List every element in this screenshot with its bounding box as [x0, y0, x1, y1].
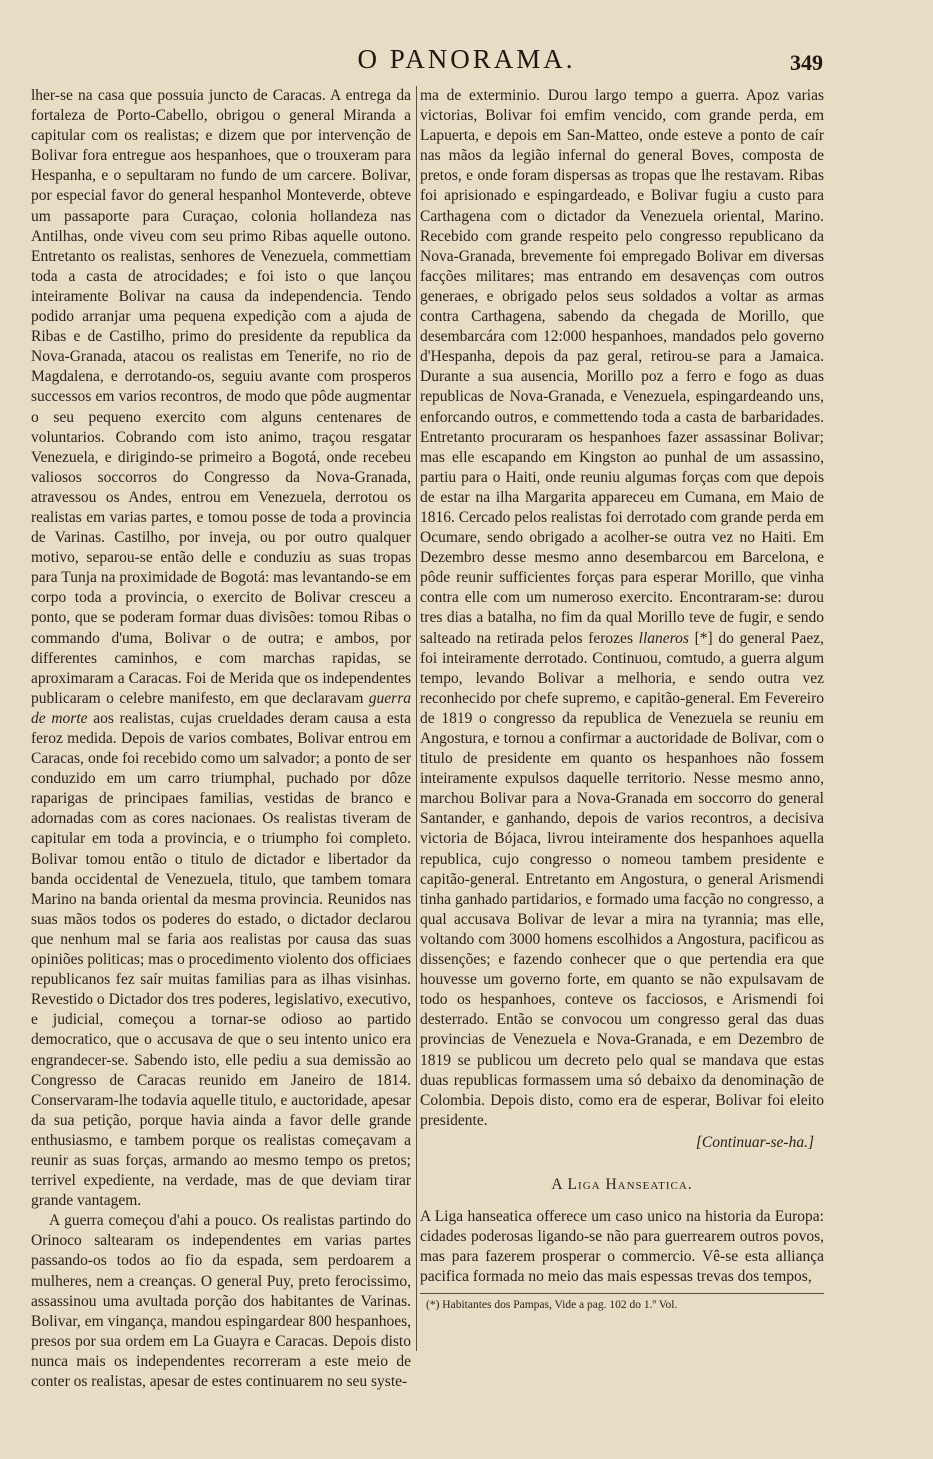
column-divider: [416, 86, 417, 1351]
article-paragraph: [420, 86, 824, 1131]
continuation-note: [Continuar-se-ha.]: [695, 1133, 814, 1151]
left-column: [31, 86, 411, 1392]
footnote-rule: [420, 1293, 824, 1294]
paragraph-text: do general Paez, foi inteiramente derrotado. Continuou, comtudo, a guerra algum tempo, levando Bolivar a melhoria, e sendo outra vez reconhecido por chefe supremo, e capitão-general. Em Fevereiro de 1819 o congresso da republica de Venezuela se reuniu em Angostura, e tornou a confirmar a auctoridade de Bolivar, com o titulo de presidente em quanto os hespanhoes não fossem inteiramente expulsos daquelle territorio. Nesse mesmo anno, marchou Bolivar para a Nova-Granada em soccorro do general Santander, e ganhando, depois de varios recontros, a decisiva victoria de Bójaca, livrou inteiramente dos hespanhoes aquella republica, cujo congresso o nomeou tambem presidente e capitão-general. Entretanto em Angostura, o general Arismendi tinha ganhado partidarios, e formado uma facção no congresso, a qual accusava Bolivar de levar a mira na tyrannia; mas elle, voltando com 3000 homens escolhidos a Angostura, pacificou as dissenções; e fazendo conhecer que o que pertendia era que houvesse um governo forte, em quanto se não expulsavam de todo os hespanhoes, conteve os facciosos, e Arismendi foi desterrado. Então se convocou um congresso geral das duas provincias de Venezuela e Nova-Granada, e em Dezembro de 1819 se publicou um decreto pelo qual se mandava que estas duas republicas formassem uma só debaixo da denominação de Colombia. Depois disto, como era de esperar, Bolivar foi eleito presidente.: [420, 629, 825, 1129]
publication-title: O PANORAMA.: [357, 44, 576, 74]
footnote-marker: [*]: [688, 629, 719, 647]
italic-phrase: guerra de morte: [31, 689, 411, 727]
article-paragraph: A guerra começou d'ahi a pouco. Os realistas partindo do Orinoco saltearam os independentes em varias partes passando-os todos ao fio da espada, sem perdoarem a mulheres, nem a creanças. O general Puy, preto ferocissimo, assassinou uma avultada porção dos habitantes de Varinas. Bolivar, em vingança, mandou espingardear 800 hespanhoes, presos por sua ordem em La Guayra e Caracas. Depois disto nunca mais os independentes recorreram a este meio de conter os realistas, apesar de estes continuarem no seu syste-: [31, 1212, 411, 1390]
right-column: [420, 86, 824, 1312]
footnote: (*) Habitantes dos Pampas, Vide a pag. 102 do 1.º Vol.: [426, 1299, 678, 1312]
page-number: 349: [790, 50, 823, 75]
paragraph-text: aos realistas, cujas crueldades deram causa a esta feroz medida. Depois de varios combates, Bolivar entrou em Caracas, onde foi recebido como um salvador; a ponto de ser conduzido em um carro triumphal, puchado por dôze raparigas de principaes familias, vestidas de branco e adornadas com as cores nacionaes. Os realistas tiveram de capitular em toda a provincia, e o triumpho foi completo. Bolivar tomou então o titulo de dictador e libertador da banda occidental de Venezuela, titulo, que tambem tomara Marino na banda oriental da mesma provincia. Reunidos nas suas mãos todos os poderes do estado, o dictador declarou que nenhum mal se faria aos realistas por causa das suas opiniões politicas; mas o procedimento violento dos officiaes republicanos fez saír muitas familias para as ilhas visinhas. Revestido o Dictador dos tres poderes, legislativo, executivo, e judicial, começou a tornar-se odioso ao partido democratico, que o accusava de que o seu intento unico era engrandecer-se. Sabendo isto, elle pediu a sua demissão ao Congresso de Caracas reunido em Janeiro de 1814. Conservaram-lhe todavia aquelle titulo, e auctoridade, apesar da sua petição, porque havia ainda a favor delle grande enthusiasmo, e tambem porque os realistas começavam a reunir as suas forças, armando ao mesmo tempo os pretos; terrivel expediente, na verdade, mas de que deviam tirar grande vantagem.: [31, 709, 411, 1210]
article-paragraph: [31, 86, 411, 1211]
paragraph-text: ma de exterminio. Durou largo tempo a guerra. Apoz varias victorias, Bolivar foi emfim vencido, com grande perda, em Lapuerta, e depois em San-Matteo, onde esteve a ponto de caír nas mãos da legião infernal do general Boves, composta de pretos, e onde foram dispersas as tropas que lhe restavam. Ribas foi aprisionado e espingardeado, e Bolivar fugiu a custo para Carthagena com o dictador da Venezuela oriental, Marino. Recebido com grande respeito pelo congresso republicano da Nova-Granada, brevemente foi empregado Bolivar em diversas facções militares; mas entrando em desavenças com outros generaes, e obrigado pelos seus soldados a voltar as armas contra Carthagena, sabendo da chegada de Morillo, que desembarcára com 12:000 hespanhoes, mandados pelo governo d'Hespanha, depois da paz geral, retirou-se para a Jamaica. Durante a sua ausencia, Morillo poz a ferro e fogo as duas republicas de Nova-Granada, e Venezuela, espingardeando uns, enforcando outros, e commettendo toda a casta de barbaridades. Entretanto procuraram os hespanhoes fazer assassinar Bolivar; mas elle escapando em Kingston ao punhal de um assassino, partiu para o Haiti, onde reuniu algumas forças com que depois de estar na ilha Margarita appareceu em Cumana, em Maio de 1816. Cercado pelos realistas foi derrotado com grande perda em Ocumare, sendo obrigado a acolher-se outra vez no Haiti. Em Dezembro desse mesmo anno desembarcou em Barcelona, e pôde reunir sufficientes forças para esperar Morillo, que vinha contra elle com um numeroso exercito. Encontraram-se: durou tres dias a batalha, no fim da qual Morillo teve de fugir, e sendo salteado na retirada pelos ferozes: [420, 87, 824, 647]
italic-word: llaneros: [638, 629, 689, 647]
section-heading: A Liga Hanseatica.: [551, 1175, 693, 1193]
article-paragraph: A Liga hanseatica offerece um caso unico na historia da Europa: cidades poderosas ligando-se não para guerrearem outros povos, mas para fazerem prosperar o commercio. Vê-se esta alliança pacifica formada no meio das mais espessas trevas dos tempos,: [420, 1208, 824, 1286]
page-header: [0, 44, 933, 80]
paragraph-text: lher-se na casa que possuia juncto de Caracas. A entrega da fortaleza de Porto-Cabello, obrigou o general Miranda a capitular com os realistas; e dizem que por intervenção de Bolivar fora entregue aos hespanhoes, que o trouxeram para Hespanha, e o sepultaram no fundo de um carcere. Bolivar, por especial favor do general hespanhol Monteverde, obteve um passaporte para Curaçao, colonia hollandeza nas Antilhas, onde viveu com seu primo Ribas aquelle outono. Entretanto os realistas, senhores de Venezuela, commettiam toda a casta de atrocidades; e foi isto o que lançou inteiramente Bolivar na causa da independencia. Tendo podido arranjar uma pequena expedição com a ajuda de Ribas e de Castilho, primo do presidente da republica da Nova-Granada, atacou os realistas em Tenerife, no rio de Magdalena, e derrotando-os, seguiu avante com prosperos successos em varios recontros, de modo que pôde augmentar o seu pequeno exercito com alguns centenares de voluntarios. Cobrando com isto animo, traçou resgatar Venezuela, e dirigindo-se primeiro a Bogotá, onde recebeu valiosos soccorros do Congresso da Nova-Granada, atravessou os Andes, entrou em Venezuela, derrotou os realistas em varias partes, e tomou posse de toda a provincia de Varinas. Castilho, por inveja, ou por outro qualquer motivo, separou-se então delle e conduziu as suas tropas para Tunja na proximidade de Bogotá: mas levantando-se em corpo toda a provincia, o exercito de Bolivar cresceu a ponto, que se poderam formar duas divisões: tomou Ribas o commando d'uma, Bolivar o de outra; e ambos, por differentes caminhos, e com marchas rapidas, se aproximaram a Caracas. Foi de Merida que os independentes publicaram o celebre manifesto, em que declaravam: [31, 87, 411, 707]
